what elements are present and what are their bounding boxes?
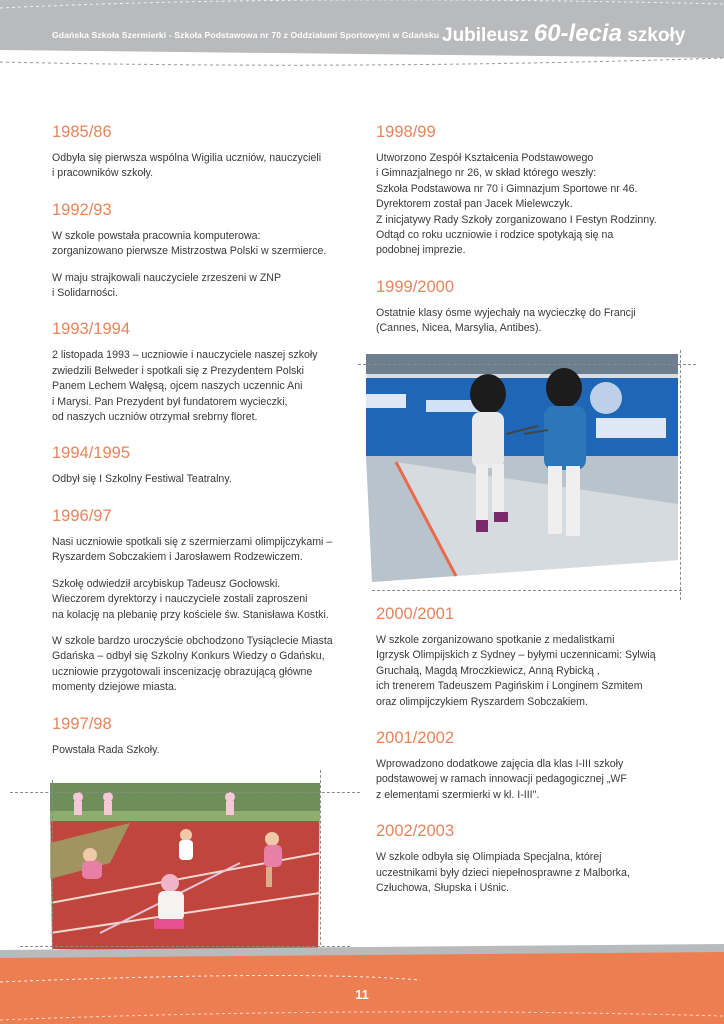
section-text: Powstała Rada Szkoły. (52, 743, 160, 756)
section-year: 1993/1994 (52, 320, 130, 339)
school-name: Gdańska Szkoła Szermierki - Szkoła Podstawowa nr 70 z Oddziałami Sportowymi w Gdańsku (52, 30, 440, 40)
section-1985 (52, 122, 352, 182)
fencing-photo-illustration (366, 354, 678, 582)
section-text: Utworzono Zespół Kształcenia Podstawowego i Gimnazjalnego nr 26, w skład którego weszły: Szkoła Podstawowa nr 70 i Gimnazjum Sportowe nr 46. Dyrektorem został pan Jacek Mielewczyk. Z inicjatywy Rady Szkoły zorganizowano I Festyn Rodzinny. Odtąd co roku uczniowie i rodzice spotykają się na podobnej imprezie. (376, 152, 657, 257)
section-text: Wprowadzono dodatkowe zajęcia dla klas I-III szkoły podstawowej w ramach innowacji pedagogicznej „WF z elementami szermierki w kl. I-III". (376, 758, 627, 801)
section-text: W szkole bardzo uroczyście obchodzono Tysiąclecie Miasta Gdańska – odbył się Szkolny Konkurs Wiedzy o Gdańsku, uczniowie przygotowali inscenizację obrazującą główne momenty dziejowe miasta. (52, 634, 333, 694)
title-number: 60-lecia (533, 20, 622, 47)
fencing-photo (366, 354, 678, 582)
section-year: 1992/93 (52, 200, 112, 219)
section-2002 (376, 821, 676, 896)
section-year: 1997/98 (52, 714, 112, 733)
section-2000 (376, 604, 676, 710)
footer-band (0, 940, 724, 1024)
section-2001 (376, 728, 676, 803)
page-footer (0, 940, 724, 1024)
section-year: 2000/2001 (376, 605, 454, 623)
section-year: 2001/2002 (376, 729, 454, 748)
section-year: 1999/2000 (376, 277, 454, 296)
section-year: 1998/99 (376, 123, 436, 141)
section-text: W szkole powstała pracownia komputerowa: zorganizowano pierwsze Mistrzostwa Polski w szermierce. (52, 229, 327, 258)
playground-photo-illustration (50, 783, 320, 953)
section-1993 (52, 319, 352, 425)
section-year: 2002/2003 (376, 822, 454, 841)
section-year: 1994/1995 (52, 444, 130, 463)
section-year: 1996/97 (52, 506, 112, 525)
right-column-bottom (376, 604, 676, 896)
section-1997 (52, 714, 352, 758)
section-1992 (52, 200, 352, 302)
title-suffix: szkoły (627, 25, 686, 46)
section-1996 (52, 506, 352, 696)
section-text: 2 listopada 1993 – uczniowie i nauczyciele naszej szkoły zwiedzili Belweder i spotkali się z Prezydentem Polski Panem Lechem Wałęsą, ojcem naszych uczennic Ani i Marysi. Pan Prezydent był fundatorem wycieczki, od naszych uczniów otrzymał srebrny floret. (52, 349, 318, 424)
title-prefix: Jubileusz (442, 25, 529, 46)
section-text: Ostatnie klasy ósme wyjechały na wycieczkę do Francji (Cannes, Nicea, Marsylia, Antibes). (376, 306, 636, 335)
page-header (0, 0, 724, 74)
playground-photo (50, 783, 320, 953)
section-text: Szkołę odwiedził arcybiskup Tadeusz Gocłowski. Wieczorem dyrektorzy i nauczyciele zostali zaproszeni na kolację na plebanię przy kościele św. Stanisława Kostki. (52, 577, 329, 621)
section-1999 (376, 277, 676, 337)
section-text: Nasi uczniowie spotkali się z szermierzami olimpijczykami – Ryszardem Sobczakiem i Jarosławem Rodzewiczem. (52, 535, 333, 564)
jubilee-title (442, 20, 685, 48)
page-number: 11 (355, 987, 369, 1002)
section-text: Odbyła się pierwsza wspólna Wigilia uczniów, nauczycieli i pracowników szkoły. (52, 152, 322, 180)
section-1998 (376, 122, 676, 259)
section-text: W szkole odbyła się Olimpiada Specjalna, której uczestnikami były dzieci niepełnosprawne z Malborka, Człuchowa, Słupska i Uśnic. (376, 851, 630, 895)
section-1994 (52, 443, 352, 487)
section-year: 1985/86 (52, 123, 112, 141)
section-text: Odbył się I Szkolny Festiwal Teatralny. (52, 473, 232, 486)
section-text: W szkole zorganizowano spotkanie z medalistkami Igrzysk Olimpijskich z Sydney – byłymi uczennicami: Sylwią Gruchałą, Magdą Mroczkiewicz, Anną Rybicką , ich trenerem Tadeuszem Pagińskim i Longinem Szmitem oraz olimpijczykiem Ryszardem Sobczakiem. (376, 634, 656, 708)
section-text: W maju strajkowali nauczyciele zrzeszeni w ZNP i Solidarności. (52, 271, 282, 300)
left-column (52, 122, 352, 758)
right-column-top (376, 122, 676, 337)
